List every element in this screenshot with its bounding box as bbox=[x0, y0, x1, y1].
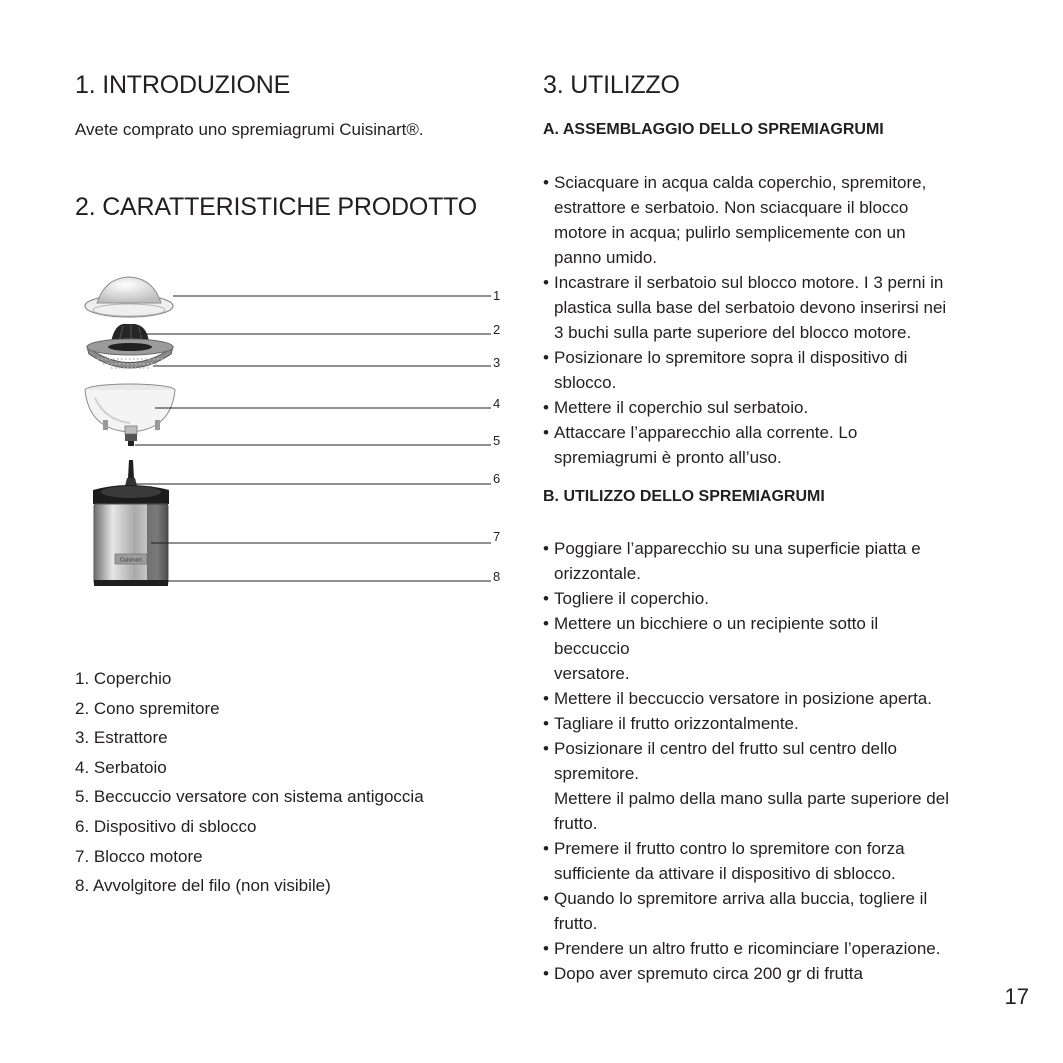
list-item: 1. Coperchio bbox=[75, 669, 172, 688]
operation-title: B. UTILIZZO DELLO SPREMIAGRUMI bbox=[543, 488, 825, 505]
motor-base-part bbox=[93, 485, 169, 586]
leader-lines bbox=[135, 296, 491, 581]
strainer-part bbox=[87, 339, 173, 368]
list-item: 8. Avvolgitore del filo (non visibile) bbox=[75, 876, 331, 896]
assembly-title: A. ASSEMBLAGGIO DELLO SPREMIAGRUMI bbox=[543, 121, 884, 138]
spout-part bbox=[125, 434, 137, 446]
list-item: • Prendere un altro frutto e ricominciare l’operazione. bbox=[543, 936, 949, 961]
operation-steps bbox=[543, 536, 949, 986]
assembly-steps bbox=[543, 170, 946, 470]
list-item: • Incastrare il serbatoio sul blocco motore. I 3 perni in plastica sulla base del serbatoio devono inserirsi nei 3 buchi sulla parte superiore del blocco motore. bbox=[543, 270, 946, 345]
callout-1: 1 bbox=[493, 288, 501, 303]
parts-list bbox=[75, 668, 424, 905]
list-item: • Attaccare l’apparecchio alla corrente. Lo spremiagrumi è pronto all’uso. bbox=[543, 420, 946, 470]
list-item: 7. Blocco motore bbox=[75, 846, 203, 866]
intro-heading: 1. INTRODUZIONE bbox=[75, 71, 291, 99]
reservoir-bowl-part bbox=[85, 384, 175, 434]
lid-part bbox=[85, 277, 173, 317]
callout-3: 3 bbox=[493, 355, 501, 370]
release-device-part bbox=[125, 460, 137, 486]
list-item: • Posizionare lo spremitore sopra il dispositivo di sblocco. bbox=[543, 345, 946, 395]
juicer-exploded-diagram bbox=[75, 270, 515, 600]
callout-4: 4 bbox=[493, 396, 501, 411]
list-item: 6. Dispositivo di sblocco bbox=[75, 816, 257, 836]
callout-5: 5 bbox=[493, 433, 501, 448]
usage-heading: 3. UTILIZZO bbox=[543, 71, 680, 99]
list-item: • Tagliare il frutto orizzontalmente. bbox=[543, 711, 949, 736]
page-number: 17 bbox=[1004, 984, 1029, 1009]
callout-8: 8 bbox=[493, 569, 501, 584]
list-item: 2. Cono spremitore bbox=[75, 698, 220, 718]
list-item: • Mettere un bicchiere o un recipiente sotto il beccuccio versatore. bbox=[543, 611, 949, 686]
callout-7: 7 bbox=[493, 529, 501, 544]
callout-6: 6 bbox=[493, 471, 501, 486]
intro-text: Avete comprato uno spremiagrumi Cuisinart®. bbox=[75, 120, 424, 139]
list-item: • Premere il frutto contro lo spremitore con forza sufficiente da attivare il dispositivo di sblocco. bbox=[543, 836, 949, 886]
callout-2: 2 bbox=[493, 322, 501, 337]
list-item: • Mettere il coperchio sul serbatoio. bbox=[543, 395, 946, 420]
list-item: 3. Estrattore bbox=[75, 728, 168, 748]
list-item: • Quando lo spremitore arriva alla buccia, togliere il frutto. bbox=[543, 886, 949, 936]
list-item: • Mettere il beccuccio versatore in posizione aperta. bbox=[543, 686, 949, 711]
features-heading: 2. CARATTERISTICHE PRODOTTO bbox=[75, 193, 478, 221]
list-item: • Sciacquare in acqua calda coperchio, spremitore, estrattore e serbatoio. Non sciacquare il blocco motore in acqua; pulirlo semplicemente con un panno umido. bbox=[543, 170, 946, 270]
list-item: 5. Beccuccio versatore con sistema antigoccia bbox=[75, 787, 424, 807]
list-item: • Posizionare il centro del frutto sul centro dello spremitore. Mettere il palmo della mano sulla parte superiore del frutto. bbox=[543, 736, 949, 836]
list-item: 4. Serbatoio bbox=[75, 757, 167, 777]
list-item: • Dopo aver spremuto circa 200 gr di frutta bbox=[543, 961, 949, 986]
list-item: • Poggiare l’apparecchio su una superficie piatta e orizzontale. bbox=[543, 536, 949, 586]
brand-plate-label: Cuisinart bbox=[120, 557, 142, 564]
list-item: • Togliere il coperchio. bbox=[543, 586, 949, 611]
